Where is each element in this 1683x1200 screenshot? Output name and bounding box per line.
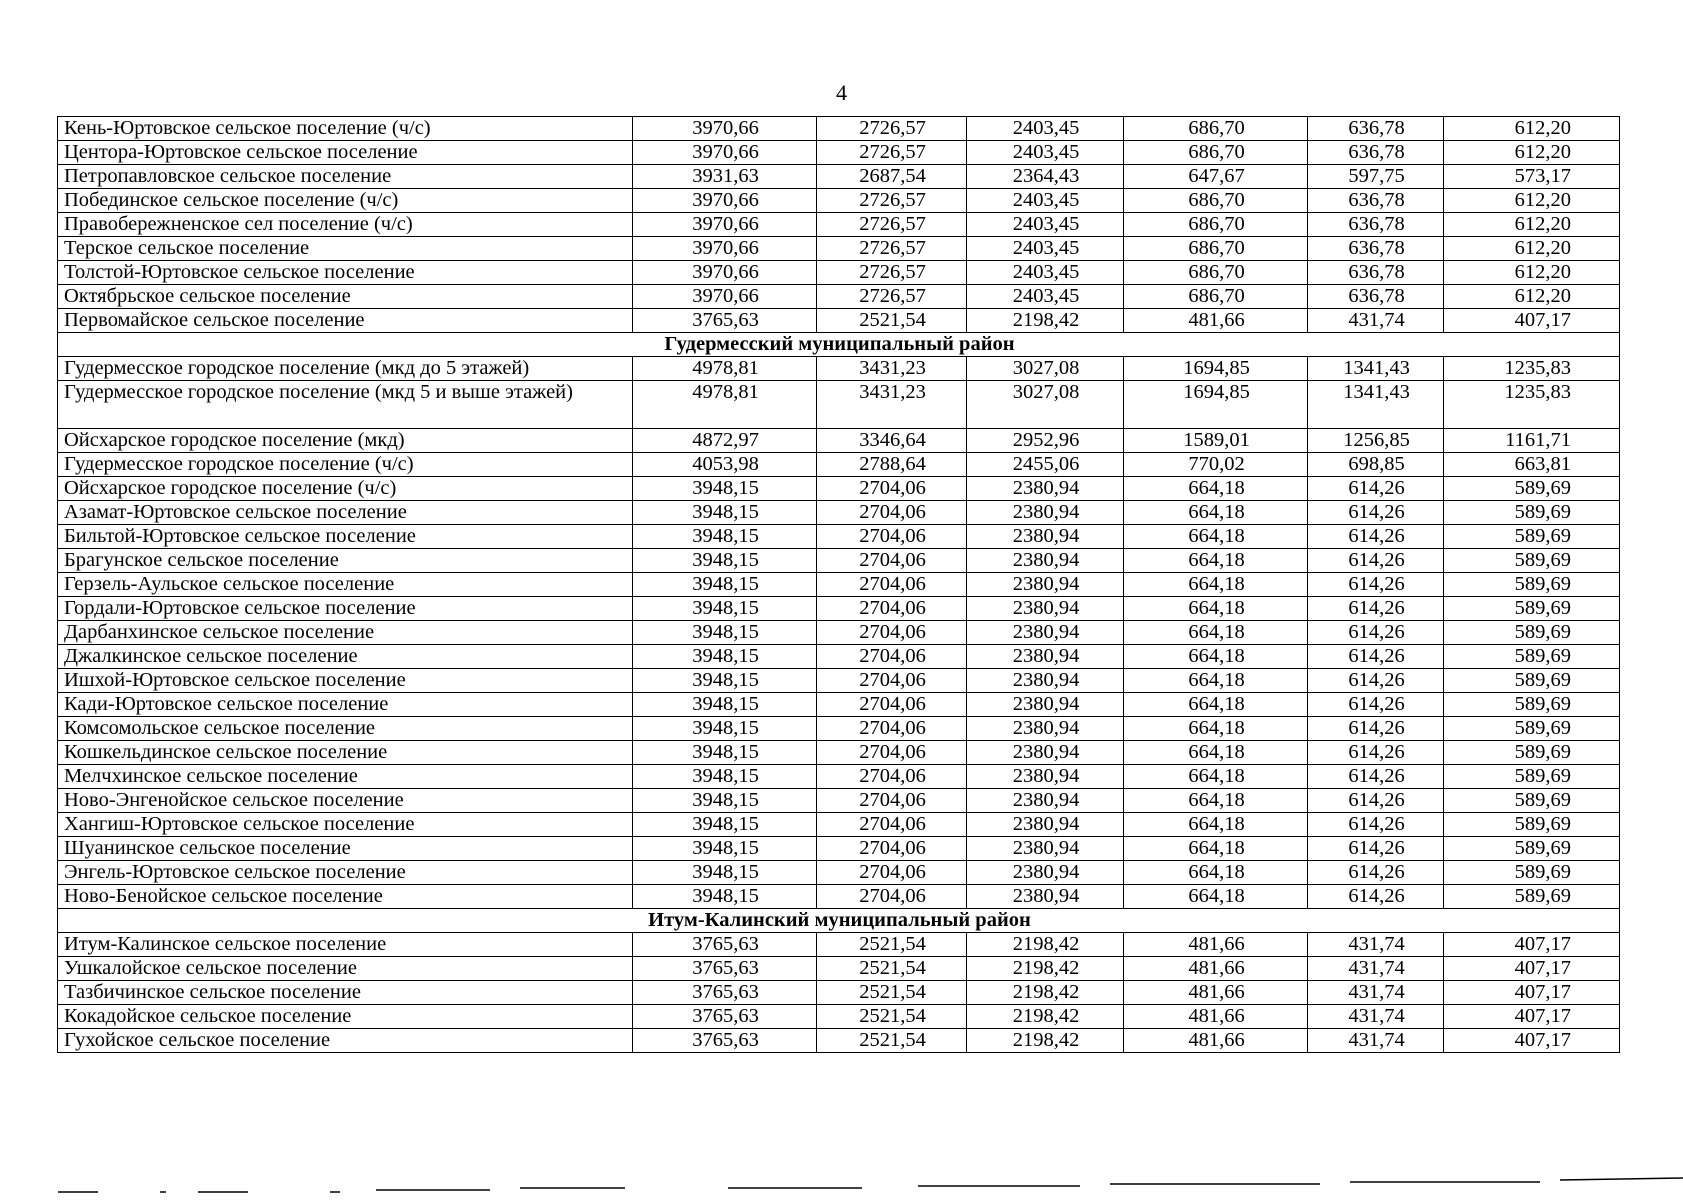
settlement-name: Ойсхарское городское поселение (мкд) — [58, 429, 633, 453]
value-cell: 2380,94 — [967, 861, 1124, 885]
value-cell: 686,70 — [1124, 117, 1308, 141]
value-cell: 2704,06 — [817, 861, 967, 885]
value-cell: 2198,42 — [967, 1005, 1124, 1029]
value-cell: 407,17 — [1444, 1029, 1620, 1053]
value-cell: 2455,06 — [967, 453, 1124, 477]
value-cell: 2198,42 — [967, 933, 1124, 957]
value-cell: 3765,63 — [633, 957, 817, 981]
table-row — [58, 261, 1620, 285]
value-cell: 2403,45 — [967, 237, 1124, 261]
value-cell: 3027,08 — [967, 381, 1124, 429]
value-cell: 612,20 — [1444, 213, 1620, 237]
value-cell: 2726,57 — [817, 117, 967, 141]
settlement-name: Толстой-Юртовское сельское поселение — [58, 261, 633, 285]
table-row — [58, 213, 1620, 237]
value-cell: 2198,42 — [967, 1029, 1124, 1053]
value-cell: 2403,45 — [967, 261, 1124, 285]
settlement-name: Герзель-Аульское сельское поселение — [58, 573, 633, 597]
settlement-name: Центора-Юртовское сельское поселение — [58, 141, 633, 165]
value-cell: 2726,57 — [817, 285, 967, 309]
value-cell: 589,69 — [1444, 789, 1620, 813]
table-row — [58, 573, 1620, 597]
table-row — [58, 117, 1620, 141]
value-cell: 2704,06 — [817, 501, 967, 525]
value-cell: 589,69 — [1444, 597, 1620, 621]
value-cell: 589,69 — [1444, 645, 1620, 669]
section-title: Итум-Калинский муниципальный район — [58, 909, 1620, 933]
value-cell: 2704,06 — [817, 693, 967, 717]
table-row — [58, 357, 1620, 381]
settlement-name: Побединское сельское поселение (ч/с) — [58, 189, 633, 213]
value-cell: 2380,94 — [967, 669, 1124, 693]
value-cell: 664,18 — [1124, 813, 1308, 837]
value-cell: 3765,63 — [633, 933, 817, 957]
settlement-name: Тазбичинское сельское поселение — [58, 981, 633, 1005]
value-cell: 612,20 — [1444, 237, 1620, 261]
value-cell: 2380,94 — [967, 813, 1124, 837]
value-cell: 664,18 — [1124, 837, 1308, 861]
value-cell: 2521,54 — [817, 957, 967, 981]
value-cell: 2952,96 — [967, 429, 1124, 453]
value-cell: 636,78 — [1308, 261, 1444, 285]
value-cell: 2380,94 — [967, 621, 1124, 645]
value-cell: 431,74 — [1308, 981, 1444, 1005]
value-cell: 1256,85 — [1308, 429, 1444, 453]
value-cell: 4872,97 — [633, 429, 817, 453]
value-cell: 2521,54 — [817, 309, 967, 333]
value-cell: 431,74 — [1308, 933, 1444, 957]
table-row — [58, 597, 1620, 621]
settlement-name: Ушкалойское сельское поселение — [58, 957, 633, 981]
value-cell: 431,74 — [1308, 957, 1444, 981]
section-header-row — [58, 333, 1620, 357]
value-cell: 3948,15 — [633, 621, 817, 645]
settlement-name: Правобережненское сел поселение (ч/с) — [58, 213, 633, 237]
value-cell: 589,69 — [1444, 477, 1620, 501]
table-row — [58, 381, 1620, 429]
settlement-name: Комсомольское сельское поселение — [58, 717, 633, 741]
value-cell: 636,78 — [1308, 141, 1444, 165]
table-row — [58, 237, 1620, 261]
value-cell: 664,18 — [1124, 573, 1308, 597]
value-cell: 664,18 — [1124, 477, 1308, 501]
value-cell: 2704,06 — [817, 669, 967, 693]
table-row — [58, 189, 1620, 213]
value-cell: 4053,98 — [633, 453, 817, 477]
value-cell: 481,66 — [1124, 1005, 1308, 1029]
section-header-row — [58, 909, 1620, 933]
value-cell: 589,69 — [1444, 549, 1620, 573]
value-cell: 664,18 — [1124, 621, 1308, 645]
value-cell: 686,70 — [1124, 237, 1308, 261]
table-body — [58, 117, 1620, 1053]
value-cell: 2403,45 — [967, 189, 1124, 213]
value-cell: 3970,66 — [633, 141, 817, 165]
value-cell: 407,17 — [1444, 933, 1620, 957]
value-cell: 3948,15 — [633, 837, 817, 861]
value-cell: 2380,94 — [967, 477, 1124, 501]
value-cell: 431,74 — [1308, 1005, 1444, 1029]
value-cell: 589,69 — [1444, 573, 1620, 597]
value-cell: 2198,42 — [967, 309, 1124, 333]
table-row — [58, 1029, 1620, 1053]
value-cell: 589,69 — [1444, 693, 1620, 717]
value-cell: 1694,85 — [1124, 357, 1308, 381]
value-cell: 3970,66 — [633, 261, 817, 285]
value-cell: 664,18 — [1124, 525, 1308, 549]
value-cell: 3948,15 — [633, 765, 817, 789]
value-cell: 589,69 — [1444, 837, 1620, 861]
settlement-name: Кади-Юртовское сельское поселение — [58, 693, 633, 717]
value-cell: 481,66 — [1124, 309, 1308, 333]
tariff-table — [57, 116, 1620, 1053]
value-cell: 664,18 — [1124, 741, 1308, 765]
value-cell: 2704,06 — [817, 837, 967, 861]
value-cell: 3346,64 — [817, 429, 967, 453]
value-cell: 612,20 — [1444, 261, 1620, 285]
value-cell: 2380,94 — [967, 789, 1124, 813]
table-row — [58, 669, 1620, 693]
value-cell: 3948,15 — [633, 861, 817, 885]
value-cell: 589,69 — [1444, 525, 1620, 549]
settlement-name: Гухойское сельское поселение — [58, 1029, 633, 1053]
value-cell: 2380,94 — [967, 645, 1124, 669]
value-cell: 2380,94 — [967, 693, 1124, 717]
value-cell: 481,66 — [1124, 1029, 1308, 1053]
settlement-name: Бильтой-Юртовское сельское поселение — [58, 525, 633, 549]
value-cell: 3948,15 — [633, 693, 817, 717]
value-cell: 2704,06 — [817, 813, 967, 837]
value-cell: 1694,85 — [1124, 381, 1308, 429]
value-cell: 1341,43 — [1308, 381, 1444, 429]
value-cell: 2521,54 — [817, 1005, 967, 1029]
table-row — [58, 813, 1620, 837]
value-cell: 3948,15 — [633, 549, 817, 573]
value-cell: 597,75 — [1308, 165, 1444, 189]
value-cell: 612,20 — [1444, 189, 1620, 213]
value-cell: 614,26 — [1308, 861, 1444, 885]
value-cell: 614,26 — [1308, 573, 1444, 597]
table-row — [58, 1005, 1620, 1029]
value-cell: 2704,06 — [817, 717, 967, 741]
table-row — [58, 309, 1620, 333]
settlement-name: Мелчхинское сельское поселение — [58, 765, 633, 789]
table-row — [58, 861, 1620, 885]
value-cell: 614,26 — [1308, 813, 1444, 837]
value-cell: 3948,15 — [633, 669, 817, 693]
table-row — [58, 645, 1620, 669]
settlement-name: Гудермесское городское поселение (мкд до 5 этажей) — [58, 357, 633, 381]
table-row — [58, 957, 1620, 981]
table-row — [58, 453, 1620, 477]
value-cell: 2380,94 — [967, 885, 1124, 909]
settlement-name: Первомайское сельское поселение — [58, 309, 633, 333]
table-row — [58, 141, 1620, 165]
value-cell: 664,18 — [1124, 501, 1308, 525]
value-cell: 2198,42 — [967, 957, 1124, 981]
section-title: Гудермесский муниципальный район — [58, 333, 1620, 357]
value-cell: 612,20 — [1444, 141, 1620, 165]
table-row — [58, 525, 1620, 549]
value-cell: 770,02 — [1124, 453, 1308, 477]
settlement-name: Ново-Бенойское сельское поселение — [58, 885, 633, 909]
table-row — [58, 501, 1620, 525]
value-cell: 3931,63 — [633, 165, 817, 189]
value-cell: 2788,64 — [817, 453, 967, 477]
value-cell: 589,69 — [1444, 501, 1620, 525]
value-cell: 3027,08 — [967, 357, 1124, 381]
value-cell: 2380,94 — [967, 837, 1124, 861]
value-cell: 2403,45 — [967, 141, 1124, 165]
settlement-name: Гудермесское городское поселение (ч/с) — [58, 453, 633, 477]
table-row — [58, 285, 1620, 309]
value-cell: 589,69 — [1444, 741, 1620, 765]
value-cell: 3765,63 — [633, 1029, 817, 1053]
value-cell: 664,18 — [1124, 597, 1308, 621]
value-cell: 2704,06 — [817, 597, 967, 621]
value-cell: 614,26 — [1308, 741, 1444, 765]
value-cell: 2380,94 — [967, 597, 1124, 621]
settlement-name: Кокадойское сельское поселение — [58, 1005, 633, 1029]
value-cell: 2704,06 — [817, 477, 967, 501]
scan-artifact-lines — [0, 1176, 1683, 1200]
settlement-name: Кень-Юртовское сельское поселение (ч/с) — [58, 117, 633, 141]
value-cell: 2380,94 — [967, 573, 1124, 597]
value-cell: 2704,06 — [817, 525, 967, 549]
settlement-name: Ново-Энгенойское сельское поселение — [58, 789, 633, 813]
value-cell: 2704,06 — [817, 645, 967, 669]
value-cell: 3948,15 — [633, 597, 817, 621]
value-cell: 589,69 — [1444, 717, 1620, 741]
value-cell: 2380,94 — [967, 549, 1124, 573]
value-cell: 3765,63 — [633, 1005, 817, 1029]
value-cell: 614,26 — [1308, 645, 1444, 669]
value-cell: 614,26 — [1308, 837, 1444, 861]
value-cell: 664,18 — [1124, 645, 1308, 669]
settlement-name: Итум-Калинское сельское поселение — [58, 933, 633, 957]
value-cell: 614,26 — [1308, 597, 1444, 621]
value-cell: 2704,06 — [817, 885, 967, 909]
value-cell: 647,67 — [1124, 165, 1308, 189]
value-cell: 636,78 — [1308, 117, 1444, 141]
value-cell: 4978,81 — [633, 381, 817, 429]
settlement-name: Джалкинское сельское поселение — [58, 645, 633, 669]
table-row — [58, 933, 1620, 957]
value-cell: 698,85 — [1308, 453, 1444, 477]
value-cell: 3765,63 — [633, 309, 817, 333]
value-cell: 2704,06 — [817, 621, 967, 645]
value-cell: 3970,66 — [633, 285, 817, 309]
value-cell: 614,26 — [1308, 717, 1444, 741]
value-cell: 2704,06 — [817, 789, 967, 813]
value-cell: 2521,54 — [817, 981, 967, 1005]
value-cell: 2380,94 — [967, 717, 1124, 741]
value-cell: 664,18 — [1124, 789, 1308, 813]
value-cell: 664,18 — [1124, 549, 1308, 573]
value-cell: 407,17 — [1444, 957, 1620, 981]
value-cell: 686,70 — [1124, 285, 1308, 309]
value-cell: 589,69 — [1444, 669, 1620, 693]
value-cell: 2726,57 — [817, 189, 967, 213]
settlement-name: Хангиш-Юртовское сельское поселение — [58, 813, 633, 837]
value-cell: 4978,81 — [633, 357, 817, 381]
value-cell: 481,66 — [1124, 957, 1308, 981]
value-cell: 2726,57 — [817, 237, 967, 261]
value-cell: 614,26 — [1308, 693, 1444, 717]
value-cell: 407,17 — [1444, 1005, 1620, 1029]
value-cell: 3948,15 — [633, 813, 817, 837]
page-number: 4 — [836, 80, 847, 105]
settlement-name: Терское сельское поселение — [58, 237, 633, 261]
value-cell: 3948,15 — [633, 741, 817, 765]
value-cell: 2726,57 — [817, 141, 967, 165]
settlement-name: Кошкельдинское сельское поселение — [58, 741, 633, 765]
value-cell: 2364,43 — [967, 165, 1124, 189]
value-cell: 2403,45 — [967, 285, 1124, 309]
value-cell: 612,20 — [1444, 117, 1620, 141]
table-row — [58, 885, 1620, 909]
value-cell: 664,18 — [1124, 765, 1308, 789]
value-cell: 2704,06 — [817, 741, 967, 765]
value-cell: 481,66 — [1124, 933, 1308, 957]
value-cell: 664,18 — [1124, 861, 1308, 885]
value-cell: 3948,15 — [633, 717, 817, 741]
value-cell: 614,26 — [1308, 501, 1444, 525]
value-cell: 589,69 — [1444, 861, 1620, 885]
value-cell: 614,26 — [1308, 621, 1444, 645]
table-row — [58, 477, 1620, 501]
value-cell: 2403,45 — [967, 117, 1124, 141]
table-row — [58, 165, 1620, 189]
value-cell: 686,70 — [1124, 189, 1308, 213]
table-row — [58, 717, 1620, 741]
value-cell: 589,69 — [1444, 813, 1620, 837]
table-row — [58, 429, 1620, 453]
value-cell: 3948,15 — [633, 885, 817, 909]
value-cell: 663,81 — [1444, 453, 1620, 477]
value-cell: 2726,57 — [817, 261, 967, 285]
value-cell: 589,69 — [1444, 765, 1620, 789]
value-cell: 3948,15 — [633, 573, 817, 597]
value-cell: 481,66 — [1124, 981, 1308, 1005]
settlement-name: Азамат-Юртовское сельское поселение — [58, 501, 633, 525]
value-cell: 2687,54 — [817, 165, 967, 189]
value-cell: 2380,94 — [967, 525, 1124, 549]
settlement-name: Энгель-Юртовское сельское поселение — [58, 861, 633, 885]
table-row — [58, 693, 1620, 717]
value-cell: 3431,23 — [817, 357, 967, 381]
value-cell: 1235,83 — [1444, 381, 1620, 429]
settlement-name: Гудермесское городское поселение (мкд 5 и выше этажей) — [58, 381, 633, 429]
table-row — [58, 765, 1620, 789]
value-cell: 3948,15 — [633, 477, 817, 501]
value-cell: 589,69 — [1444, 621, 1620, 645]
value-cell: 3948,15 — [633, 789, 817, 813]
value-cell: 2380,94 — [967, 741, 1124, 765]
value-cell: 2521,54 — [817, 933, 967, 957]
value-cell: 2704,06 — [817, 573, 967, 597]
value-cell: 573,17 — [1444, 165, 1620, 189]
value-cell: 686,70 — [1124, 261, 1308, 285]
value-cell: 636,78 — [1308, 237, 1444, 261]
table-row — [58, 789, 1620, 813]
value-cell: 686,70 — [1124, 213, 1308, 237]
value-cell: 2704,06 — [817, 765, 967, 789]
settlement-name: Брагунское сельское поселение — [58, 549, 633, 573]
value-cell: 614,26 — [1308, 525, 1444, 549]
value-cell: 1341,43 — [1308, 357, 1444, 381]
value-cell: 664,18 — [1124, 885, 1308, 909]
value-cell: 3948,15 — [633, 525, 817, 549]
value-cell: 2380,94 — [967, 765, 1124, 789]
value-cell: 612,20 — [1444, 285, 1620, 309]
value-cell: 1161,71 — [1444, 429, 1620, 453]
value-cell: 614,26 — [1308, 549, 1444, 573]
value-cell: 636,78 — [1308, 213, 1444, 237]
value-cell: 614,26 — [1308, 765, 1444, 789]
value-cell: 3970,66 — [633, 117, 817, 141]
value-cell: 407,17 — [1444, 309, 1620, 333]
value-cell: 2521,54 — [817, 1029, 967, 1053]
table-row — [58, 549, 1620, 573]
value-cell: 664,18 — [1124, 717, 1308, 741]
value-cell: 686,70 — [1124, 141, 1308, 165]
value-cell: 3970,66 — [633, 189, 817, 213]
settlement-name: Шуанинское сельское поселение — [58, 837, 633, 861]
value-cell: 1235,83 — [1444, 357, 1620, 381]
value-cell: 664,18 — [1124, 669, 1308, 693]
value-cell: 3970,66 — [633, 213, 817, 237]
value-cell: 2198,42 — [967, 981, 1124, 1005]
value-cell: 636,78 — [1308, 189, 1444, 213]
table-row — [58, 981, 1620, 1005]
value-cell: 431,74 — [1308, 309, 1444, 333]
value-cell: 614,26 — [1308, 669, 1444, 693]
value-cell: 3431,23 — [817, 381, 967, 429]
settlement-name: Ойсхарское городское поселение (ч/с) — [58, 477, 633, 501]
settlement-name: Гордали-Юртовское сельское поселение — [58, 597, 633, 621]
value-cell: 2380,94 — [967, 501, 1124, 525]
settlement-name: Октябрьское сельское поселение — [58, 285, 633, 309]
value-cell: 407,17 — [1444, 981, 1620, 1005]
value-cell: 2726,57 — [817, 213, 967, 237]
value-cell: 3948,15 — [633, 645, 817, 669]
value-cell: 614,26 — [1308, 789, 1444, 813]
value-cell: 664,18 — [1124, 693, 1308, 717]
table-row — [58, 621, 1620, 645]
settlement-name: Ишхой-Юртовское сельское поселение — [58, 669, 633, 693]
table-row — [58, 741, 1620, 765]
value-cell: 636,78 — [1308, 285, 1444, 309]
value-cell: 614,26 — [1308, 477, 1444, 501]
value-cell: 3948,15 — [633, 501, 817, 525]
value-cell: 1589,01 — [1124, 429, 1308, 453]
value-cell: 2403,45 — [967, 213, 1124, 237]
value-cell: 614,26 — [1308, 885, 1444, 909]
value-cell: 3970,66 — [633, 237, 817, 261]
value-cell: 2704,06 — [817, 549, 967, 573]
settlement-name: Петропавловское сельское поселение — [58, 165, 633, 189]
table-row — [58, 837, 1620, 861]
value-cell: 3765,63 — [633, 981, 817, 1005]
value-cell: 589,69 — [1444, 885, 1620, 909]
value-cell: 431,74 — [1308, 1029, 1444, 1053]
settlement-name: Дарбанхинское сельское поселение — [58, 621, 633, 645]
